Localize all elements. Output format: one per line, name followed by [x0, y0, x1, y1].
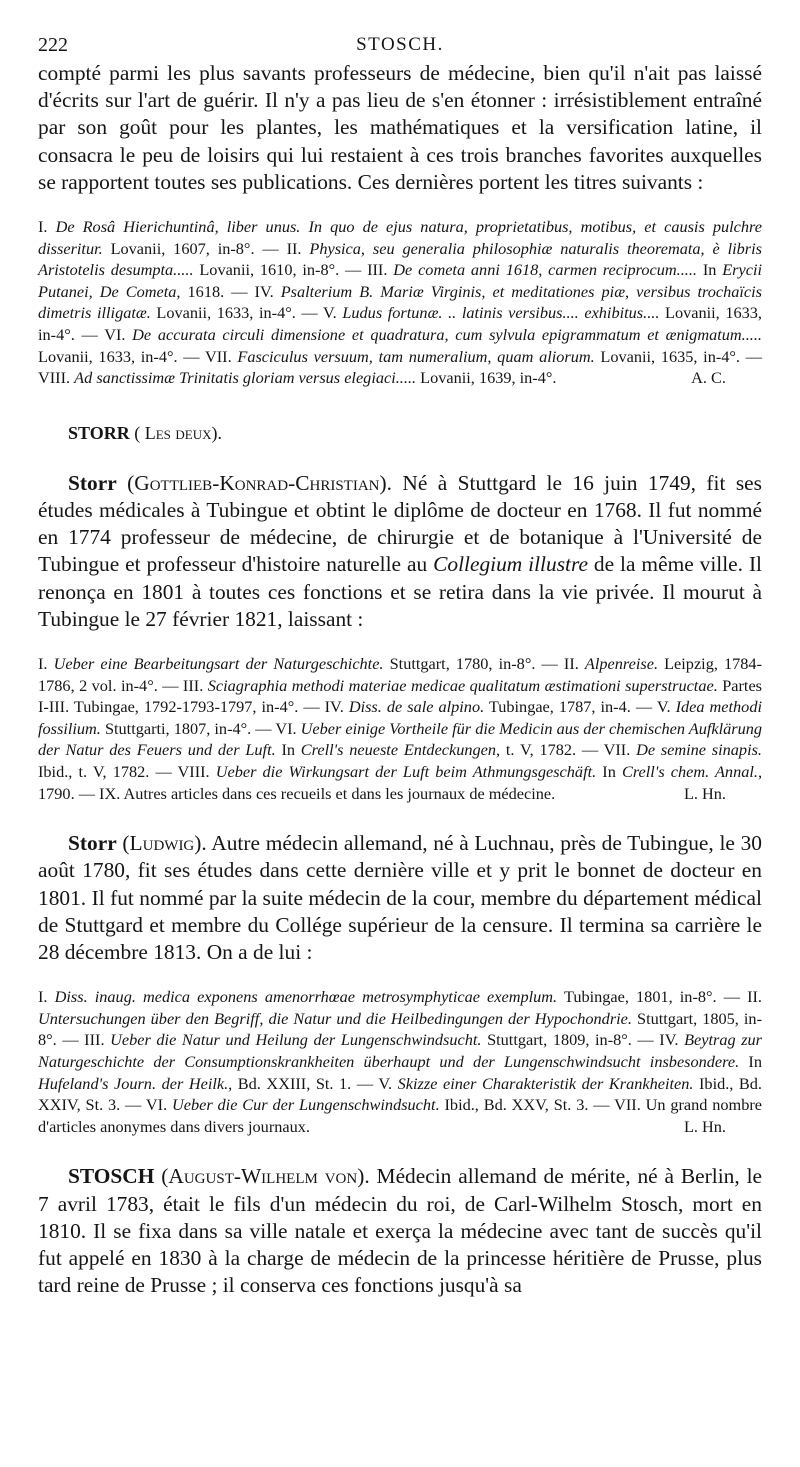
biblio-title: De Rosâ Hierichuntinâ, liber unus. In quo de ejus natura, proprietatibus, motibus, et causis pulchre disseritur.	[38, 217, 762, 258]
entry-name: Storr	[68, 831, 117, 856]
entry-text: Médecin allemand de mérite, né à Berlin, le 7 avril 1783, était le fils d'un médecin du roi, de Carl-Wilhelm Stosch, mort en 1810. Il se fixa dans sa ville natale et exerça la médecine avec tant de succès qu'il fut appelé en 1830 à la charge de médecin de la princesse héritière de Prusse, plus tard reine de Prusse ; il conserva ces fonctions jusqu'à sa	[38, 1164, 763, 1298]
biblio-text: Lovanii, 1633, in-4°. — VII.	[38, 346, 238, 366]
biblio-text: I.	[38, 653, 54, 673]
biblio-text: 1790. — IX. Autres articles dans ces recueils et dans les journaux de médecine.	[38, 783, 556, 803]
biblio-title: Idea methodi fossilium.	[38, 697, 762, 738]
entry-text: Né à Stuttgard le 16 juin 1749, fit ses études médicales à Tubingue et obtint le diplôme de docteur en 1768. Il fut nommé en 1774 professeur de médecine, de chirurgie et de botanique à l'Université de Tubingue et professeur d'histoire naturelle au	[38, 470, 762, 577]
biblio-title: Ad sanctissimæ Trinitatis gloriam versus elegiaci.....	[74, 368, 417, 388]
page-number: 222	[38, 34, 68, 56]
biblio-text: Ibid., Bd. XXIV, St. 3. — VI.	[38, 1073, 763, 1115]
biblio-text: Stuttgart, 1805, in-8°. — III.	[38, 1008, 762, 1050]
running-title: STOSCH.	[356, 34, 444, 55]
bibliography-stosch	[38, 216, 762, 389]
biblio-title: Psalterium B. Mariæ Virginis, et meditationes piæ, versibus trochaïcis dimetris illigatæ.	[38, 281, 762, 323]
entry-name: Storr	[68, 470, 117, 495]
entry-text: Autre médecin allemand, né à Luchnau, près de Tubingue, le 30 août 1780, fit ses études dans cette dernière ville et y prit le bonnet de docteur en 1801. Il fut nommé par la suite médecin de la cour, membre du département médical de Stuttgard et membre du Collége supérieur de la censure. Il termina sa carrière le 28 décembre 1813. On a de lui :	[38, 831, 762, 964]
biblio-title: Diss. de sale alpino.	[348, 697, 485, 717]
biblio-title: Erycii Putanei, De Cometa,	[38, 260, 762, 301]
biblio-text: In	[697, 260, 723, 280]
entry-given-names: (Ludwig).	[116, 831, 207, 856]
biblio-title: Crell's chem. Annal.,	[621, 761, 763, 781]
biblio-text: Lovanii, 1607, in-8°. — II.	[102, 238, 310, 258]
biblio-title: De semine sinapis.	[636, 740, 763, 760]
section-heading	[68, 423, 762, 444]
entry-text: de la même ville. Il renonça en 1801 à toutes ces fonctions et se retira dans la vie privée. Il mourut à Tubingue le 27 février 1821, laissant :	[38, 552, 763, 631]
biblio-title: Beytrag zur Naturgeschichte der Consumptionskrankheiten überhaupt und der Lungenschwindsucht insbesondere.	[38, 1030, 763, 1071]
biblio-title: Alpenreise.	[584, 653, 659, 673]
biblio-title: De cometa anni 1618, carmen reciprocum.....	[393, 260, 697, 280]
biblio-text: Partes I-III. Tubingae, 1792-1793-1797, in-4°. — IV.	[38, 675, 763, 717]
biblio-title: Ueber einige Vortheile für die Medicin aus der chemischen Aufklärung der Natur des Feuers und der Luft.	[38, 718, 763, 760]
page-header	[38, 30, 762, 60]
biblio-title: Skizze einer Charakteristik der Krankheiten.	[397, 1073, 694, 1093]
entry-stosch	[38, 1163, 762, 1299]
biblio-text: Lovanii, 1610, in-8°. — III.	[193, 260, 394, 280]
biblio-text: In	[739, 1051, 762, 1071]
author-signature: L. Hn.	[683, 783, 726, 803]
biblio-title: Ueber die Cur der Lungenschwindsucht.	[172, 1095, 440, 1115]
section-heading-name: STORR	[68, 422, 130, 443]
biblio-text: Lovanii, 1633, in-4°. — VI.	[38, 303, 762, 344]
entry-text-italic: Collegium illustre	[433, 552, 588, 577]
biblio-title: Untersuchungen über den Begriff, die Natur und die Heilbedingungen der Hypochondrie.	[38, 1008, 632, 1028]
biblio-title: Fasciculus versuum, tam numeralium, quam aliorum.	[237, 346, 595, 366]
entry-name: STOSCH	[68, 1164, 155, 1189]
section-heading-rest: ( Les deux).	[129, 422, 222, 443]
intro-paragraph: compté parmi les plus savants professeurs de médecine, bien qu'il n'ait pas laissé d'écrits sur l'art de guérir. Il n'y a pas lieu de s'en étonner : irrésistiblement entraîné par son goût pour les plantes, les mathématiques et la versification latine, il consacra le peu de loisirs qui lui restaient à ces trois branches favorites auxquelles se rapportent toutes ses publications. Ces dernières portent les titres suivants :	[38, 61, 762, 194]
entry-given-names: (August-Wilhelm von).	[154, 1164, 370, 1189]
biblio-text: Lovanii, 1635, in-4°. — VIII.	[38, 346, 762, 388]
biblio-text: Tubingae, 1787, in-4. — V.	[484, 697, 676, 717]
entry-storr-ludwig	[38, 830, 762, 966]
biblio-text: t. V, 1782. — VII.	[500, 740, 637, 760]
biblio-text: Lovanii, 1639, in-4°.	[416, 368, 557, 388]
biblio-title: Physica, seu generalia philosophiæ naturalis theoremata, è libris Aristotelis desumpta.....	[38, 238, 762, 280]
biblio-title: Diss. inaug. medica exponens amenorrhœae metrosymphyticae exemplum.	[54, 987, 558, 1007]
biblio-title: Sciagraphia methodi materiae medicae qualitatum æstimationi superstructae.	[207, 675, 718, 695]
bibliography-storr-ludwig	[38, 986, 762, 1137]
biblio-text: Bd. XXIII, St. 1. — V.	[232, 1073, 398, 1093]
biblio-title: Ludus fortunæ. .. latinis versibus.... exhibitus....	[342, 303, 660, 323]
biblio-text: Stuttgart, 1809, in-8°. — IV.	[481, 1030, 685, 1050]
biblio-title: Ueber die Wirkungsart der Luft beim Athmungsgeschäft.	[215, 761, 597, 781]
biblio-text: Stuttgart, 1780, in-8°. — II.	[383, 653, 585, 673]
biblio-title: Crell's neueste Entdeckungen,	[300, 740, 501, 760]
bibliography-storr-gottlieb	[38, 653, 762, 804]
entry-given-names: (Gottlieb-Konrad-Christian).	[116, 470, 392, 495]
biblio-text: 1618. — IV.	[180, 281, 281, 301]
biblio-text: In	[596, 761, 622, 781]
biblio-text: Ibid., t. V, 1782. — VIII.	[38, 761, 216, 781]
biblio-text: Tubingae, 1801, in-8°. — II.	[557, 987, 763, 1007]
biblio-text: I.	[38, 987, 55, 1007]
author-signature: L. Hn.	[683, 1116, 726, 1136]
biblio-text: Ibid., Bd. XXV, St. 3. — VII. Un grand nombre d'articles anonymes dans divers journaux.	[38, 1095, 763, 1136]
biblio-title: De accurata circuli dimensione et quadratura, cum sylvula epigrammatum et ænigmatum.....	[132, 324, 762, 344]
biblio-title: Ueber eine Bearbeitungsart der Naturgeschichte.	[53, 653, 384, 673]
biblio-text: In	[275, 740, 301, 760]
entry-storr-gottlieb	[38, 470, 762, 633]
biblio-text: Stuttgarti, 1807, in-4°. — VI.	[100, 718, 301, 738]
biblio-text: I.	[38, 217, 56, 237]
biblio-title: Ueber die Natur und Heilung der Lungenschwindsucht.	[110, 1030, 482, 1050]
biblio-title: Hufeland's Journ. der Heilk.,	[38, 1073, 233, 1093]
author-signature: A. C.	[691, 368, 726, 388]
biblio-text: Leipzig, 1784-1786, 2 vol. in-4°. — III.	[38, 653, 762, 695]
biblio-text: Lovanii, 1633, in-4°. — V.	[150, 303, 343, 323]
